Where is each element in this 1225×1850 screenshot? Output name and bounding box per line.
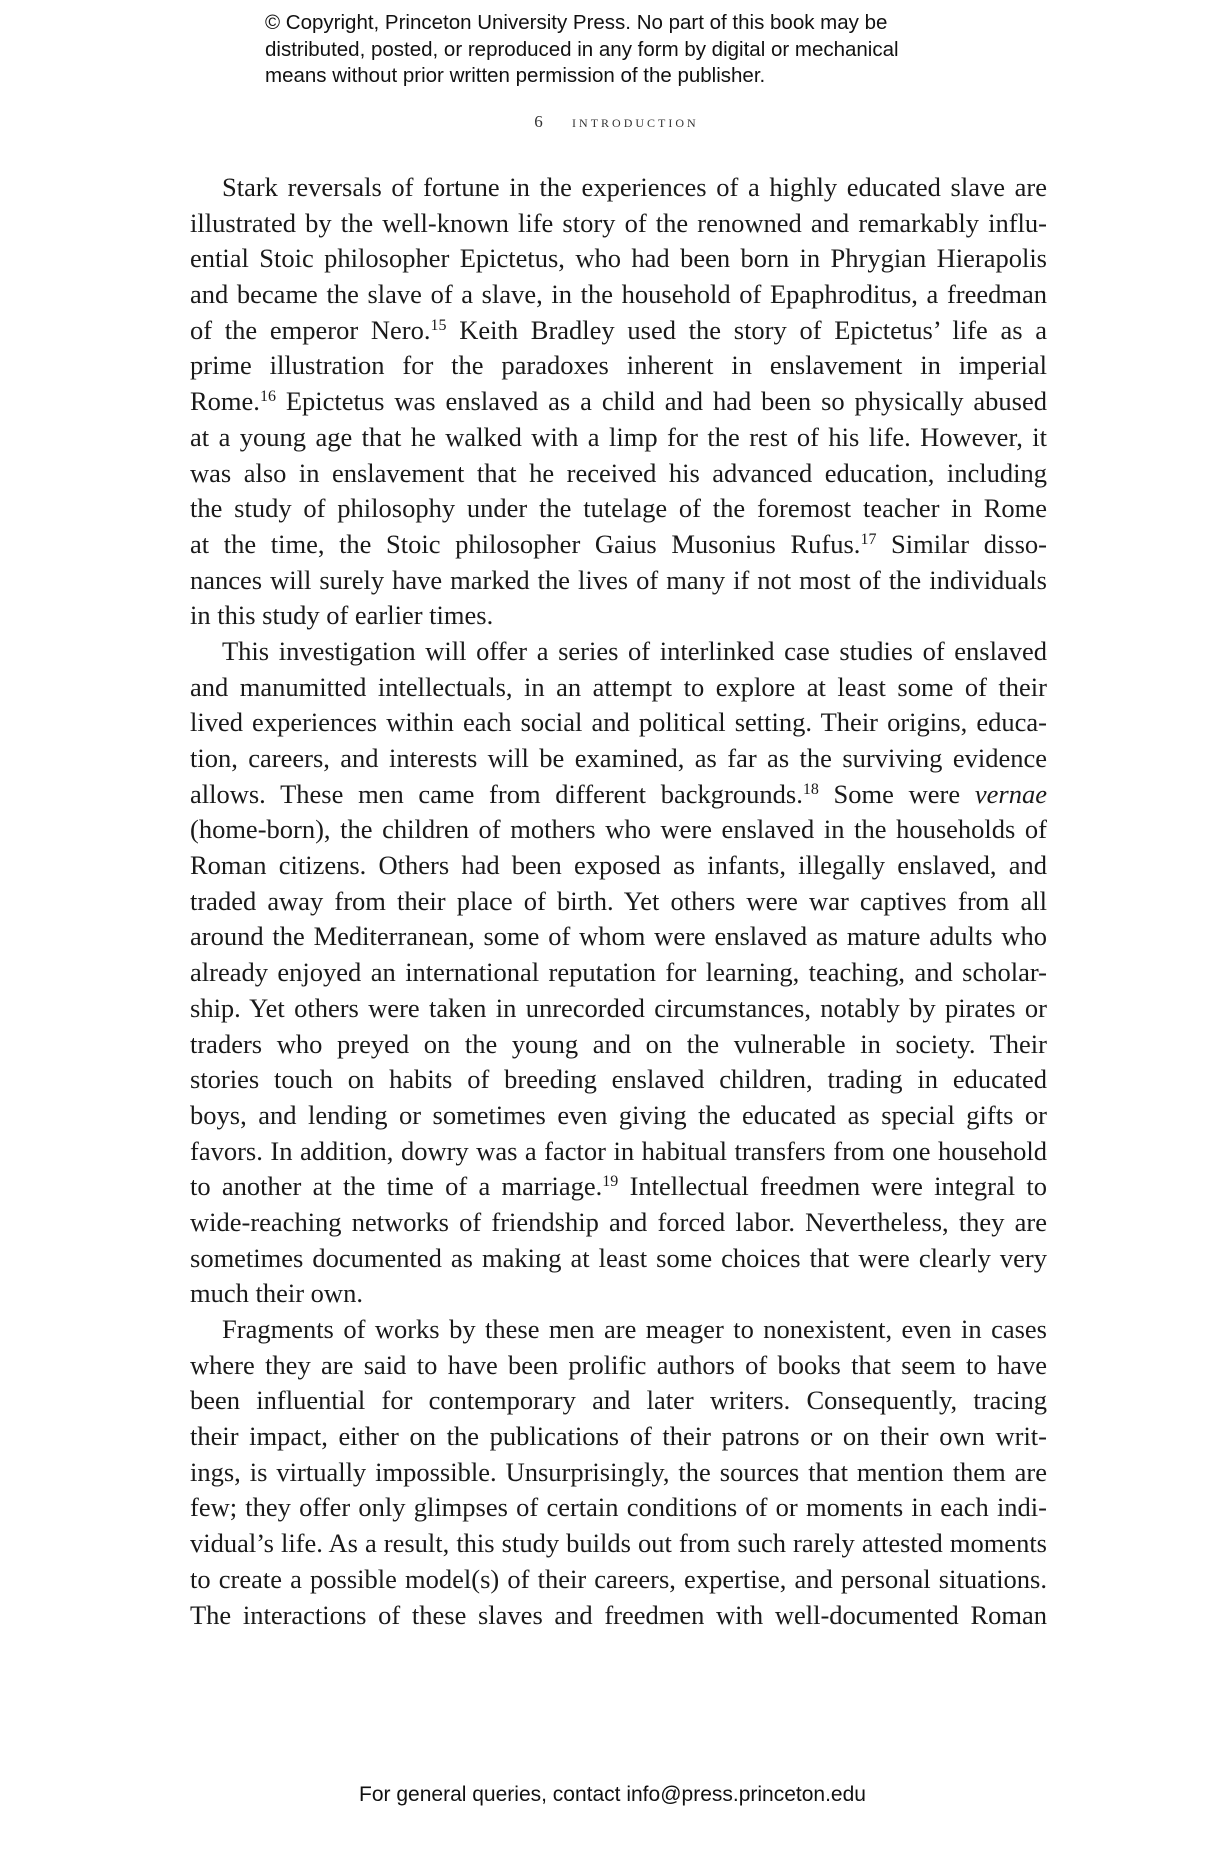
text-span: to another at the time of a marriage. <box>190 1171 603 1202</box>
text-line: (home-born), the children of mothers who were enslaved in the households of <box>190 814 1047 845</box>
text-line: few; they offer only glimpses of certain conditions of or moments in each indi- <box>190 1492 1047 1523</box>
text-line: the study of philosophy under the tutelage of the foremost teacher in Rome <box>190 493 1047 524</box>
copyright-line: distributed, posted, or reproduced in any form by digital or mechanical <box>265 37 899 61</box>
copyright-notice <box>265 10 1025 90</box>
text-line: ship. Yet others were taken in unrecorded circumstances, notably by pirates or <box>190 992 1047 1023</box>
text-line: was also in enslavement that he received his advanced education, including <box>190 457 1047 488</box>
text-line: nances will surely have marked the lives of many if not most of the individuals <box>190 564 1047 595</box>
text-line: and became the slave of a slave, in the household of Epaphroditus, a freedman <box>190 279 1047 310</box>
text-line: been influential for contemporary and later writers. Consequently, tracing <box>190 1385 1047 1416</box>
text-line: around the Mediterranean, some of whom were enslaved as mature adults who <box>190 921 1047 952</box>
text-line <box>190 384 1047 420</box>
text-line: lived experiences within each social and political setting. Their origins, educa- <box>190 707 1047 738</box>
text-line: to create a possible model(s) of their careers, expertise, and personal situations. <box>190 1563 1047 1594</box>
text-span: at the time, the Stoic philosopher Gaius Musonius Rufus. <box>190 528 861 559</box>
text-line: prime illustration for the paradoxes inherent in enslavement in imperial <box>190 350 1047 381</box>
text-line: at a young age that he walked with a limp for the rest of his life. However, it <box>190 421 1047 452</box>
text-line: illustrated by the well-known life story of the renowned and remarkably influ- <box>190 207 1047 238</box>
text-span: Rome. <box>190 386 260 417</box>
footnote-marker: 15 <box>430 316 447 334</box>
text-line: boys, and lending or sometimes even giving the educated as special gifts or <box>190 1099 1047 1130</box>
footnote-marker: 17 <box>860 530 877 548</box>
text-span: Epictetus was enslaved as a child and had been so physically abused <box>275 386 1047 417</box>
page-number: 6 <box>534 112 546 131</box>
text-line: much their own. <box>190 1278 363 1309</box>
text-line: and manumitted intellectuals, in an attempt to explore at least some of their <box>190 671 1047 702</box>
text-line: ential Stoic philosopher Epictetus, who had been born in Phrygian Hierapolis <box>190 243 1047 274</box>
text-line: where they are said to have been prolific authors of books that seem to have <box>190 1349 1047 1380</box>
text-line <box>190 777 1047 813</box>
text-line: Roman citizens. Others had been exposed as infants, illegally enslaved, and <box>190 850 1047 881</box>
text-span: Intellectual freedmen were integral to <box>618 1171 1047 1202</box>
text-line: Stark reversals of fortune in the experiences of a highly educated slave are <box>222 172 1047 202</box>
footer-contact: For general queries, contact info@press.princeton.edu <box>359 1783 866 1806</box>
text-line: favors. In addition, dowry was a factor in habitual transfers from one household <box>190 1135 1047 1166</box>
text-line: The interactions of these slaves and freedmen with well-documented Roman <box>190 1599 1047 1630</box>
text-line: This investigation will offer a series of interlinked case studies of enslaved <box>222 635 1047 666</box>
text-span: Similar disso- <box>876 528 1048 559</box>
text-line: stories touch on habits of breeding enslaved children, trading in educated <box>190 1064 1047 1095</box>
text-line: tion, careers, and interests will be examined, as far as the surviving evidence <box>190 743 1047 773</box>
text-span: Keith Bradley used the story of Epictetus’ life as a <box>446 314 1048 345</box>
text-span: Some were <box>818 778 975 809</box>
text-line: sometimes documented as making at least some choices that were clearly very <box>190 1242 1047 1273</box>
copyright-line: means without prior written permission of the publisher. <box>265 64 766 87</box>
text-line <box>190 313 1047 349</box>
text-line: vidual’s life. As a result, this study builds out from such rarely attested moments <box>190 1528 1047 1559</box>
running-head <box>0 112 1225 132</box>
footnote-marker: 19 <box>602 1173 619 1191</box>
text-line: in this study of earlier times. <box>190 600 494 631</box>
text-line: Fragments of works by these men are meager to nonexistent, even in cases <box>222 1314 1047 1344</box>
footnote-marker: 18 <box>802 780 819 798</box>
text-line <box>190 1169 1047 1205</box>
copyright-line: © Copyright, Princeton University Press. No part of this book may be <box>265 11 888 34</box>
text-line: traded away from their place of birth. Yet others were war captives from all <box>190 885 1047 916</box>
text-line: ings, is virtually impossible. Unsurprisingly, the sources that mention them are <box>190 1456 1047 1487</box>
text-span: allows. These men came from different backgrounds. <box>190 778 803 809</box>
italic-term: vernae <box>974 778 1047 809</box>
text-line <box>190 527 1047 563</box>
footnote-marker: 16 <box>259 388 276 406</box>
text-line: already enjoyed an international reputation for learning, teaching, and scholar- <box>190 957 1047 988</box>
chapter-title: introduction <box>572 112 699 131</box>
text-span: of the emperor Nero. <box>190 314 431 345</box>
text-line: traders who preyed on the young and on the vulnerable in society. Their <box>190 1028 1047 1059</box>
text-line: their impact, either on the publications of their patrons or on their own writ- <box>190 1421 1047 1452</box>
body-text <box>190 170 1047 1633</box>
text-line: wide-reaching networks of friendship and forced labor. Nevertheless, they are <box>190 1206 1047 1237</box>
